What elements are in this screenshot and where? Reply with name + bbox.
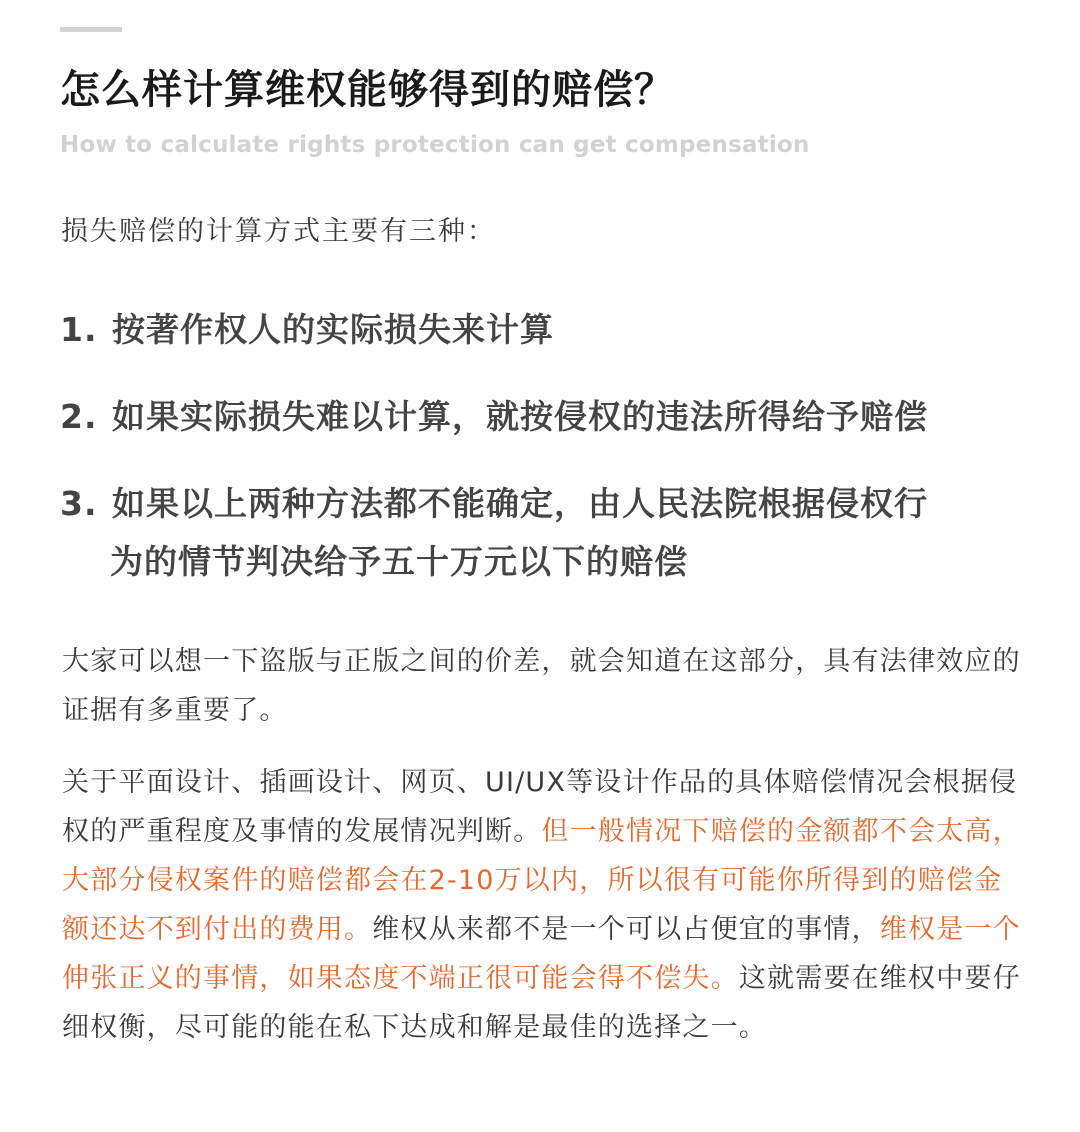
highlighted-text: 但一般情况下赔偿的金额都不会太高，大部分侵权案件的赔偿都会在2-10万以内，所以很有可能你所得到的赔偿金额还达不到付出的费用。 (62, 816, 1021, 945)
paragraph-price-difference: 大家可以想一下盗版与正版之间的价差，就会知道在这部分，具有法律效应的证据有多重要了。 (62, 646, 1021, 726)
method-text-line2: 为的情节判决给予五十万元以下的赔偿 (110, 542, 688, 581)
page-subtitle: How to calculate rights protection can get compensation (60, 132, 810, 158)
method-number: 1. (60, 310, 98, 349)
method-text-line1: 如果以上两种方法都不能确定，由人民法院根据侵权行 (112, 484, 928, 523)
paragraph-text: 关于平面设计、插画设计、网页、UI/UX等设计作品的具体赔偿情况会根据侵权的严重程度及事情的发展情况判断。 (62, 767, 1018, 847)
method-item-1 (60, 294, 1020, 366)
method-item-2 (60, 381, 1020, 453)
paragraph-text: 维权从来都不是一个可以占便宜的事情， (372, 914, 880, 945)
method-number: 3. (60, 484, 98, 523)
method-item-3 (60, 468, 1020, 598)
method-text: 如果实际损失难以计算，就按侵权的违法所得给予赔偿 (112, 397, 928, 436)
page-title: 怎么样计算维权能够得到的赔偿？ (60, 67, 675, 113)
method-text: 按著作权人的实际损失来计算 (112, 310, 554, 349)
method-number: 2. (60, 397, 98, 436)
intro-text: 损失赔偿的计算方式主要有三种： (61, 216, 496, 247)
paragraph-compensation-details (62, 758, 1022, 1052)
highlighted-text: 维权是一个伸张正义的事情，如果态度不端正很可能会得不偿失。 (62, 914, 1021, 994)
paragraph-text: 这就需要在维权中要仔细权衡，尽可能的能在私下达成和解是最佳的选择之一。 (62, 963, 1021, 1043)
accent-bar (60, 27, 122, 32)
